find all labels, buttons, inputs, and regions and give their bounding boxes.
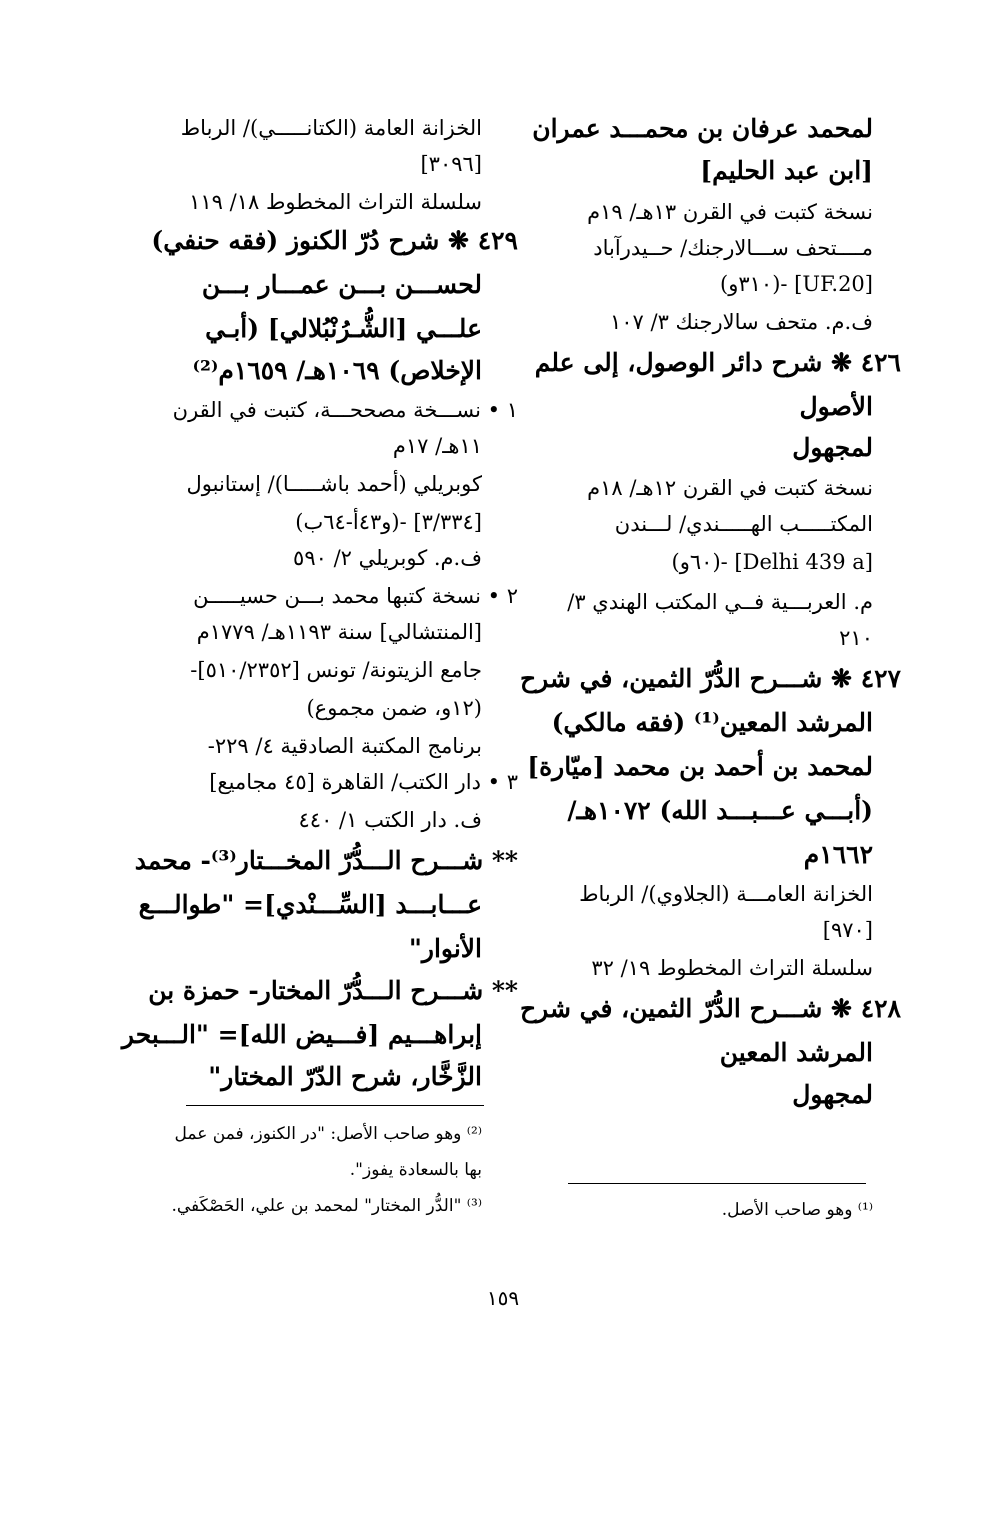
entry-line: الأنوار" xyxy=(408,934,482,963)
footnote-2: ⁽²⁾ وهو صاحب الأصل: "در الكنوز، فمن عمل xyxy=(174,1124,482,1144)
entry-line: لمحمد عرفان بن محمـــد عمران xyxy=(532,114,873,143)
footnotes-left xyxy=(122,1120,482,1230)
entry-line: م. العربـــية فــي المكتب الهندي ٣/ xyxy=(567,590,873,614)
entry-line: الزَّخَّار، شرح الدّرّ المختار" xyxy=(208,1062,482,1091)
right-column xyxy=(513,108,901,1128)
entry-line: الأصول xyxy=(799,392,873,421)
footnote-3: ⁽³⁾ "الدُّر المختار" لمحمد بن علي، الحَصْكَفي. xyxy=(171,1196,482,1216)
entry-line: [ابن عبد الحليم] xyxy=(700,156,873,185)
entry-line: لمحمد بن أحمد بن محمد [ميّارة] xyxy=(527,752,873,781)
entry-line: المرشد المعين xyxy=(719,1038,873,1067)
entry-line: برنامج المكتبة الصادقية ٤/ ٢٢٩- xyxy=(207,734,482,758)
entry-line: الإخلاص) ١٠٦٩هـ/ ١٦٥٩م⁽²⁾ xyxy=(192,356,482,385)
entry-line: ٣ • دار الكتب/ القاهرة [٤٥ مجاميع] xyxy=(209,770,518,794)
entry-line: ١ • نســـخة مصححـــة، كتبت في القرن xyxy=(172,398,518,422)
entry-line: ف.م. كوبريلي ٢/ ٥٩٠ xyxy=(293,546,482,570)
entry-line: ف. دار الكتب ١/ ٤٤٠ xyxy=(298,808,482,832)
footnotes-right xyxy=(543,1196,873,1236)
entry-line: [٣/٣٣٤] -(و٤٣أ-٦٤ب) xyxy=(295,510,482,534)
entry-line: لمجهول xyxy=(792,433,873,462)
entry-line: المكتـــــب الهـــــندي/ لـــندن xyxy=(614,512,873,536)
entry-line: عـــابـــد [السِّـــنْدي]= "طوالـــع xyxy=(138,890,482,919)
entry-line: [Delhi 439 a] -(٦٠و) xyxy=(671,550,873,574)
entry-line: نسخة كتبت في القرن ١٣هـ/ ١٩م xyxy=(587,200,873,224)
footnote-rule-left xyxy=(186,1105,484,1106)
footnote-2-cont: بها بالسعادة يفوز". xyxy=(349,1160,482,1180)
entry-line: لحســـن بـــن عمـــار بـــن xyxy=(201,270,482,299)
entry-line: كوبريلي (أحمد باشـــــا)/ إستانبول xyxy=(186,472,482,496)
entry-line: سلسلة التراث المخطوط ١٩/ ٣٢ xyxy=(591,956,873,980)
entry-line: ١٦٦٢م xyxy=(803,840,873,869)
entry-line: مــــتحف ســـالارجنك/ حــيدرآباد xyxy=(593,236,873,260)
entry-line: [المنتشالي] سنة ١١٩٣هـ/ ١٧٧٩م xyxy=(196,620,482,644)
entry-line: ** شـــرح الـــدُّرّ المختار- حمزة بن xyxy=(148,976,518,1005)
entry-line: سلسلة التراث المخطوط ١٨/ ١١٩ xyxy=(189,190,482,214)
left-column xyxy=(112,108,518,1098)
entry-line: [٩٧٠] xyxy=(822,918,873,942)
entry-line: [٣٠٩٦] xyxy=(420,152,482,176)
entry-line: نسخة كتبت في القرن ١٢هـ/ ١٨م xyxy=(587,476,873,500)
entry-line: علـــي [الشُّـرُنْبُلالي] (أبـي xyxy=(205,314,482,343)
entry-line: ٢١٠ xyxy=(839,626,873,650)
footnote-rule-right xyxy=(568,1183,866,1184)
entry-line: جامع الزيتونة/ تونس [٥١٠/٢٣٥٢]- xyxy=(190,658,482,682)
entry-line: الخزانة العامـــة (الجلاوي)/ الرباط xyxy=(579,882,873,906)
entry-heading-427: ٤٢٧ ❋ شـــرح الدُّرّ الثمين، في شرح xyxy=(520,664,901,693)
entry-line: المرشد المعين⁽¹⁾ (فقه مالكي) xyxy=(551,708,873,737)
entry-line: ** شـــرح الـــدُّرّ المخـــتار⁽³⁾- محمد xyxy=(134,846,518,875)
entry-heading-426: ٤٢٦ ❋ شرح دائر الوصول، إلى علم xyxy=(534,348,901,377)
entry-line: إبراهـــيم [فـــيض الله]= "الـــبحر xyxy=(121,1020,482,1049)
entry-line: (أبـــي عـــبـــد الله) ١٠٧٢هـ/ xyxy=(567,796,873,825)
entry-line: لمجهول xyxy=(792,1080,873,1109)
footnote-1: ⁽¹⁾ وهو صاحب الأصل. xyxy=(721,1200,873,1220)
entry-heading-428: ٤٢٨ ❋ شـــرح الدُّرّ الثمين، في شرح xyxy=(520,994,901,1023)
entry-line: ٢ • نسخة كتبها محمد بـــن حسيـــــن xyxy=(193,584,518,608)
entry-line: (١٢و، ضمن مجموع) xyxy=(306,696,482,720)
entry-line: ف.م. متحف سالارجنك ٣/ ١٠٧ xyxy=(609,310,873,334)
entry-line: [UF.20] -(٣١٠و) xyxy=(720,272,873,296)
entry-heading-429: ٤٢٩ ❋ شرح دُرّ الكنوز (فقه حنفي) xyxy=(151,226,518,255)
entry-line: ١١هـ/ ١٧م xyxy=(392,434,482,458)
entry-line: الخزانة العامة (الكتانـــــي)/ الرباط xyxy=(180,116,482,140)
page-number: ١٥٩ xyxy=(486,1286,520,1310)
